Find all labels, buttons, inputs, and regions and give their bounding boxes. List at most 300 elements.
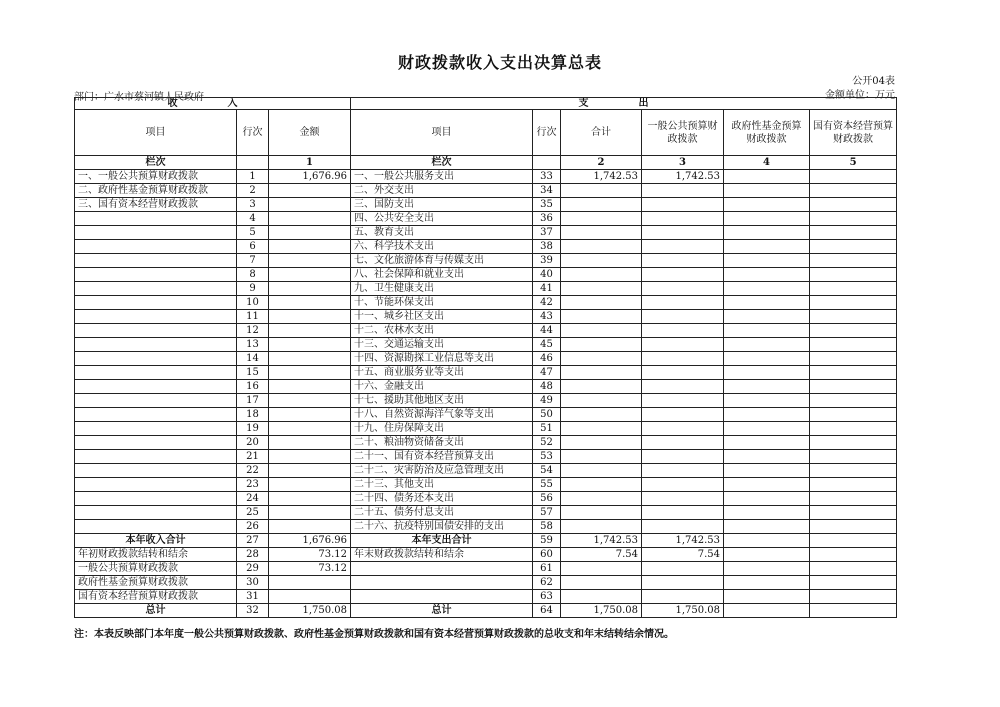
expense-item-cell: [351, 590, 533, 604]
table-row: [75, 268, 897, 282]
expense-gov-fund-cell: [724, 604, 810, 618]
expense-row-no-cell: 63: [533, 590, 561, 604]
expense-state-capital-cell: [810, 352, 897, 366]
expense-general-cell: [642, 380, 724, 394]
expense-gov-fund-cell: [724, 254, 810, 268]
income-row-no-cell: 12: [237, 324, 269, 338]
table-row: [75, 422, 897, 436]
income-item-cell: 三、国有资本经营财政拨款: [75, 198, 237, 212]
table-row: [75, 366, 897, 380]
expense-total-cell: [561, 450, 642, 464]
expense-total-cell: [561, 282, 642, 296]
income-row-no-cell: 4: [237, 212, 269, 226]
expense-state-capital-cell: [810, 296, 897, 310]
table-row: [75, 576, 897, 590]
table-row: [75, 240, 897, 254]
expense-state-capital-cell: [810, 198, 897, 212]
income-amount-cell: 1,750.08: [269, 604, 351, 618]
expense-gov-fund-cell: [724, 296, 810, 310]
income-amount-cell: [269, 282, 351, 296]
expense-gov-fund-cell: [724, 394, 810, 408]
income-amount-cell: [269, 422, 351, 436]
expense-state-capital-cell: [810, 422, 897, 436]
table-row: [75, 310, 897, 324]
expense-gov-fund-cell: [724, 534, 810, 548]
expense-gov-fund-cell: [724, 338, 810, 352]
expense-gov-fund-cell: [724, 184, 810, 198]
expense-total-cell: [561, 562, 642, 576]
expense-gov-fund-cell: [724, 198, 810, 212]
expense-gov-fund-cell: [724, 478, 810, 492]
income-amount-cell: [269, 268, 351, 282]
table-row: [75, 436, 897, 450]
table-row: [75, 254, 897, 268]
expense-state-capital-cell: [810, 464, 897, 478]
expense-item-cell: 二、外交支出: [351, 184, 533, 198]
expense-item-cell: [351, 576, 533, 590]
expense-item-cell: 二十、粮油物资储备支出: [351, 436, 533, 450]
expense-row-no-cell: 56: [533, 492, 561, 506]
income-amount-cell: [269, 492, 351, 506]
expense-general-cell: 1,742.53: [642, 534, 724, 548]
expense-gov-fund-cell: [724, 268, 810, 282]
table-row: [75, 450, 897, 464]
expense-gov-fund-cell: [724, 170, 810, 184]
income-amount-cell: [269, 226, 351, 240]
header-gov-fund: 政府性基金预算财政拨款: [724, 110, 810, 156]
expense-total-cell: 1,742.53: [561, 170, 642, 184]
expense-gov-fund-cell: [724, 520, 810, 534]
expense-row-no-cell: 46: [533, 352, 561, 366]
expense-total-cell: [561, 254, 642, 268]
expense-item-cell: 五、教育支出: [351, 226, 533, 240]
expense-row-no-cell: 57: [533, 506, 561, 520]
expense-general-cell: [642, 366, 724, 380]
income-row-no-cell: 14: [237, 352, 269, 366]
expense-state-capital-cell: [810, 310, 897, 324]
expense-total-cell: [561, 310, 642, 324]
expense-total-cell: [561, 240, 642, 254]
income-row-no-cell: 30: [237, 576, 269, 590]
income-item-cell: [75, 450, 237, 464]
expense-general-cell: [642, 226, 724, 240]
expense-state-capital-cell: [810, 324, 897, 338]
table-row: [75, 352, 897, 366]
expense-row-no-cell: 47: [533, 366, 561, 380]
expense-general-cell: [642, 394, 724, 408]
table-row: [75, 534, 897, 548]
expense-total-cell: [561, 520, 642, 534]
expense-row-no-cell: 40: [533, 268, 561, 282]
expense-gov-fund-cell: [724, 408, 810, 422]
income-amount-cell: [269, 366, 351, 380]
expense-item-cell: 十四、资源勘探工业信息等支出: [351, 352, 533, 366]
header-general-budget: 一般公共预算财政拨款: [642, 110, 724, 156]
income-amount-cell: 1,676.96: [269, 170, 351, 184]
expense-state-capital-cell: [810, 170, 897, 184]
expense-state-capital-cell: [810, 254, 897, 268]
expense-general-cell: [642, 268, 724, 282]
expense-total-cell: [561, 366, 642, 380]
income-item-cell: 国有资本经营预算财政拨款: [75, 590, 237, 604]
expense-gov-fund-cell: [724, 352, 810, 366]
column-index-general: 3: [642, 156, 724, 170]
expense-item-cell: 六、科学技术支出: [351, 240, 533, 254]
expense-row-no-cell: 43: [533, 310, 561, 324]
income-row-no-cell: 24: [237, 492, 269, 506]
income-item-cell: [75, 366, 237, 380]
expense-general-cell: [642, 212, 724, 226]
income-row-no-cell: 2: [237, 184, 269, 198]
expense-general-cell: 7.54: [642, 548, 724, 562]
expense-gov-fund-cell: [724, 590, 810, 604]
income-amount-cell: [269, 296, 351, 310]
table-row: [75, 562, 897, 576]
income-amount-cell: [269, 520, 351, 534]
expense-gov-fund-cell: [724, 576, 810, 590]
income-item-cell: [75, 464, 237, 478]
page-title: 财政拨款收入支出决算总表: [397, 53, 602, 72]
income-item-cell: [75, 324, 237, 338]
table-row: [75, 226, 897, 240]
expense-row-no-cell: 51: [533, 422, 561, 436]
expense-state-capital-cell: [810, 408, 897, 422]
expense-item-cell: 二十六、抗疫特别国债安排的支出: [351, 520, 533, 534]
expense-state-capital-cell: [810, 534, 897, 548]
expense-section-header: 支 出: [351, 98, 897, 110]
expense-gov-fund-cell: [724, 436, 810, 450]
income-amount-cell: 73.12: [269, 548, 351, 562]
header-expense-item: 项目: [351, 110, 533, 156]
expense-item-cell: 本年支出合计: [351, 534, 533, 548]
income-item-cell: 政府性基金预算财政拨款: [75, 576, 237, 590]
income-row-no-cell: 21: [237, 450, 269, 464]
expense-general-cell: [642, 338, 724, 352]
expense-row-no-cell: 55: [533, 478, 561, 492]
expense-state-capital-cell: [810, 478, 897, 492]
expense-total-cell: [561, 226, 642, 240]
expense-row-no-cell: 37: [533, 226, 561, 240]
expense-total-cell: [561, 296, 642, 310]
expense-state-capital-cell: [810, 436, 897, 450]
income-amount-cell: [269, 506, 351, 520]
column-index-state-capital: 5: [810, 156, 897, 170]
income-row-no-cell: 18: [237, 408, 269, 422]
income-row-no-cell: 20: [237, 436, 269, 450]
table-row: [75, 184, 897, 198]
header-expense-row-no: 行次: [533, 110, 561, 156]
income-item-cell: [75, 394, 237, 408]
income-row-no-cell: 28: [237, 548, 269, 562]
income-row-no-cell: 6: [237, 240, 269, 254]
income-amount-cell: [269, 450, 351, 464]
expense-general-cell: [642, 254, 724, 268]
expense-item-cell: 十六、金融支出: [351, 380, 533, 394]
table-row: [75, 590, 897, 604]
income-row-no-cell: 29: [237, 562, 269, 576]
expense-item-cell: 九、卫生健康支出: [351, 282, 533, 296]
income-section-header: 收 入: [75, 98, 351, 110]
expense-general-cell: [642, 464, 724, 478]
expense-state-capital-cell: [810, 282, 897, 296]
income-item-cell: [75, 352, 237, 366]
expense-gov-fund-cell: [724, 464, 810, 478]
expense-row-no-cell: 39: [533, 254, 561, 268]
income-item-cell: [75, 408, 237, 422]
expense-row-no-cell: 34: [533, 184, 561, 198]
expense-general-cell: [642, 184, 724, 198]
expense-total-cell: [561, 268, 642, 282]
expense-total-cell: [561, 212, 642, 226]
expense-item-cell: 总计: [351, 604, 533, 618]
expense-row-no-cell: 58: [533, 520, 561, 534]
expense-row-no-cell: 35: [533, 198, 561, 212]
expense-row-no-cell: 41: [533, 282, 561, 296]
table-row: [75, 478, 897, 492]
expense-item-cell: 年末财政拨款结转和结余: [351, 548, 533, 562]
income-amount-cell: [269, 408, 351, 422]
income-row-no-cell: 19: [237, 422, 269, 436]
income-item-cell: 年初财政拨款结转和结余: [75, 548, 237, 562]
income-item-cell: [75, 240, 237, 254]
expense-general-cell: [642, 310, 724, 324]
expense-row-no-cell: 64: [533, 604, 561, 618]
expense-item-cell: 十八、自然资源海洋气象等支出: [351, 408, 533, 422]
expense-general-cell: [642, 520, 724, 534]
income-row-no-cell: 27: [237, 534, 269, 548]
table-row: [75, 506, 897, 520]
expense-row-no-cell: 44: [533, 324, 561, 338]
expense-gov-fund-cell: [724, 548, 810, 562]
income-row-no-cell: 22: [237, 464, 269, 478]
expense-row-no-cell: 62: [533, 576, 561, 590]
table-row: [75, 520, 897, 534]
header-state-capital: 国有资本经营预算财政拨款: [810, 110, 897, 156]
table-row: [75, 548, 897, 562]
table-row: [75, 170, 897, 184]
table-row: [75, 464, 897, 478]
income-item-cell: [75, 212, 237, 226]
income-amount-cell: 73.12: [269, 562, 351, 576]
income-item-cell: [75, 506, 237, 520]
income-row-no-cell: 5: [237, 226, 269, 240]
expense-state-capital-cell: [810, 212, 897, 226]
expense-state-capital-cell: [810, 268, 897, 282]
income-item-cell: 一般公共预算财政拨款: [75, 562, 237, 576]
expense-total-cell: 1,750.08: [561, 604, 642, 618]
income-amount-cell: [269, 338, 351, 352]
expense-item-cell: 十二、农林水支出: [351, 324, 533, 338]
expense-item-cell: 十九、住房保障支出: [351, 422, 533, 436]
expense-row-no-cell: 52: [533, 436, 561, 450]
income-row-no-cell: 10: [237, 296, 269, 310]
table-row: [75, 324, 897, 338]
header-total: 合计: [561, 110, 642, 156]
expense-total-cell: 7.54: [561, 548, 642, 562]
income-item-cell: [75, 254, 237, 268]
expense-gov-fund-cell: [724, 380, 810, 394]
expense-total-cell: [561, 492, 642, 506]
expense-general-cell: [642, 324, 724, 338]
expense-total-cell: [561, 422, 642, 436]
column-index-total: 2: [561, 156, 642, 170]
table-row: [75, 408, 897, 422]
income-item-cell: [75, 338, 237, 352]
income-amount-cell: [269, 436, 351, 450]
expense-general-cell: [642, 198, 724, 212]
expense-row-no-cell: 59: [533, 534, 561, 548]
income-row-no-cell: 23: [237, 478, 269, 492]
income-amount-cell: [269, 394, 351, 408]
expense-row-no-cell: 60: [533, 548, 561, 562]
header-income-item: 项目: [75, 110, 237, 156]
expense-item-cell: 十、节能环保支出: [351, 296, 533, 310]
column-index-exp-label: 栏次: [351, 156, 533, 170]
income-item-cell: [75, 492, 237, 506]
expense-row-no-cell: 33: [533, 170, 561, 184]
expense-general-cell: [642, 506, 724, 520]
expense-item-cell: 七、文化旅游体育与传媒支出: [351, 254, 533, 268]
expense-row-no-cell: 48: [533, 380, 561, 394]
income-amount-cell: [269, 464, 351, 478]
table-row: [75, 492, 897, 506]
table-row: [75, 604, 897, 618]
expense-general-cell: [642, 240, 724, 254]
income-row-no-cell: 32: [237, 604, 269, 618]
income-amount-cell: [269, 212, 351, 226]
expense-row-no-cell: 45: [533, 338, 561, 352]
income-item-cell: [75, 226, 237, 240]
expense-total-cell: [561, 338, 642, 352]
income-amount-cell: [269, 590, 351, 604]
income-row-no-cell: 25: [237, 506, 269, 520]
department: 部门：广水市蔡河镇人民政府: [74, 92, 204, 103]
expense-item-cell: 十五、商业服务业等支出: [351, 366, 533, 380]
income-row-no-cell: 9: [237, 282, 269, 296]
expense-gov-fund-cell: [724, 226, 810, 240]
income-amount-cell: [269, 240, 351, 254]
form-code: 公开04表: [852, 76, 895, 87]
expense-gov-fund-cell: [724, 450, 810, 464]
expense-row-no-cell: 42: [533, 296, 561, 310]
column-index-label: 栏次: [75, 156, 237, 170]
expense-item-cell: 三、国防支出: [351, 198, 533, 212]
income-item-cell: 二、政府性基金预算财政拨款: [75, 184, 237, 198]
income-row-no-cell: 31: [237, 590, 269, 604]
expense-state-capital-cell: [810, 338, 897, 352]
expense-total-cell: [561, 324, 642, 338]
income-item-cell: 总计: [75, 604, 237, 618]
income-item-cell: [75, 282, 237, 296]
table-row: [75, 296, 897, 310]
expense-item-cell: [351, 562, 533, 576]
expense-general-cell: 1,750.08: [642, 604, 724, 618]
expense-total-cell: [561, 408, 642, 422]
expense-item-cell: 二十三、其他支出: [351, 478, 533, 492]
expense-item-cell: 一、一般公共服务支出: [351, 170, 533, 184]
expense-state-capital-cell: [810, 590, 897, 604]
table-row: [75, 212, 897, 226]
income-item-cell: 本年收入合计: [75, 534, 237, 548]
table-row: [75, 198, 897, 212]
income-amount-cell: [269, 198, 351, 212]
amount-unit: 金额单位：万元: [825, 90, 895, 101]
income-item-cell: 一、一般公共预算财政拨款: [75, 170, 237, 184]
expense-item-cell: 二十一、国有资本经营预算支出: [351, 450, 533, 464]
expense-gov-fund-cell: [724, 366, 810, 380]
expense-state-capital-cell: [810, 184, 897, 198]
table-row: [75, 282, 897, 296]
expense-state-capital-cell: [810, 548, 897, 562]
column-index-amount: 1: [269, 156, 351, 170]
expense-total-cell: [561, 436, 642, 450]
expense-general-cell: [642, 422, 724, 436]
income-amount-cell: [269, 576, 351, 590]
expense-row-no-cell: 50: [533, 408, 561, 422]
expense-state-capital-cell: [810, 604, 897, 618]
income-row-no-cell: 26: [237, 520, 269, 534]
expense-general-cell: [642, 450, 724, 464]
expense-row-no-cell: 36: [533, 212, 561, 226]
expense-general-cell: [642, 492, 724, 506]
expense-item-cell: 二十二、灾害防治及应急管理支出: [351, 464, 533, 478]
expense-item-cell: 二十五、债务付息支出: [351, 506, 533, 520]
expense-state-capital-cell: [810, 506, 897, 520]
expense-total-cell: [561, 590, 642, 604]
expense-item-cell: 二十四、债务还本支出: [351, 492, 533, 506]
income-row-no-cell: 8: [237, 268, 269, 282]
income-amount-cell: [269, 324, 351, 338]
expense-state-capital-cell: [810, 450, 897, 464]
table-row: [75, 338, 897, 352]
expense-general-cell: 1,742.53: [642, 170, 724, 184]
expense-state-capital-cell: [810, 366, 897, 380]
header-income-amount: 金额: [269, 110, 351, 156]
income-amount-cell: 1,676.96: [269, 534, 351, 548]
income-item-cell: [75, 436, 237, 450]
income-row-no-cell: 15: [237, 366, 269, 380]
expense-state-capital-cell: [810, 576, 897, 590]
expense-row-no-cell: 38: [533, 240, 561, 254]
expense-state-capital-cell: [810, 240, 897, 254]
expense-state-capital-cell: [810, 380, 897, 394]
expense-general-cell: [642, 352, 724, 366]
expense-state-capital-cell: [810, 394, 897, 408]
expense-total-cell: [561, 576, 642, 590]
expense-total-cell: [561, 380, 642, 394]
expense-general-cell: [642, 576, 724, 590]
column-index-gov-fund: 4: [724, 156, 810, 170]
expense-general-cell: [642, 590, 724, 604]
expense-general-cell: [642, 282, 724, 296]
income-amount-cell: [269, 478, 351, 492]
income-item-cell: [75, 310, 237, 324]
expense-row-no-cell: 53: [533, 450, 561, 464]
expense-total-cell: 1,742.53: [561, 534, 642, 548]
expense-gov-fund-cell: [724, 212, 810, 226]
column-index-blank: [237, 156, 269, 170]
income-item-cell: [75, 422, 237, 436]
expense-gov-fund-cell: [724, 562, 810, 576]
income-item-cell: [75, 478, 237, 492]
expense-state-capital-cell: [810, 562, 897, 576]
expense-item-cell: 四、公共安全支出: [351, 212, 533, 226]
header-income-row-no: 行次: [237, 110, 269, 156]
expense-gov-fund-cell: [724, 422, 810, 436]
fiscal-summary-table: [74, 97, 897, 618]
income-amount-cell: [269, 310, 351, 324]
footnote: 注：本表反映部门本年度一般公共预算财政拨款、政府性基金预算财政拨款和国有资本经营预算财政拨款的总收支和年末结转结余情况。: [74, 629, 674, 640]
